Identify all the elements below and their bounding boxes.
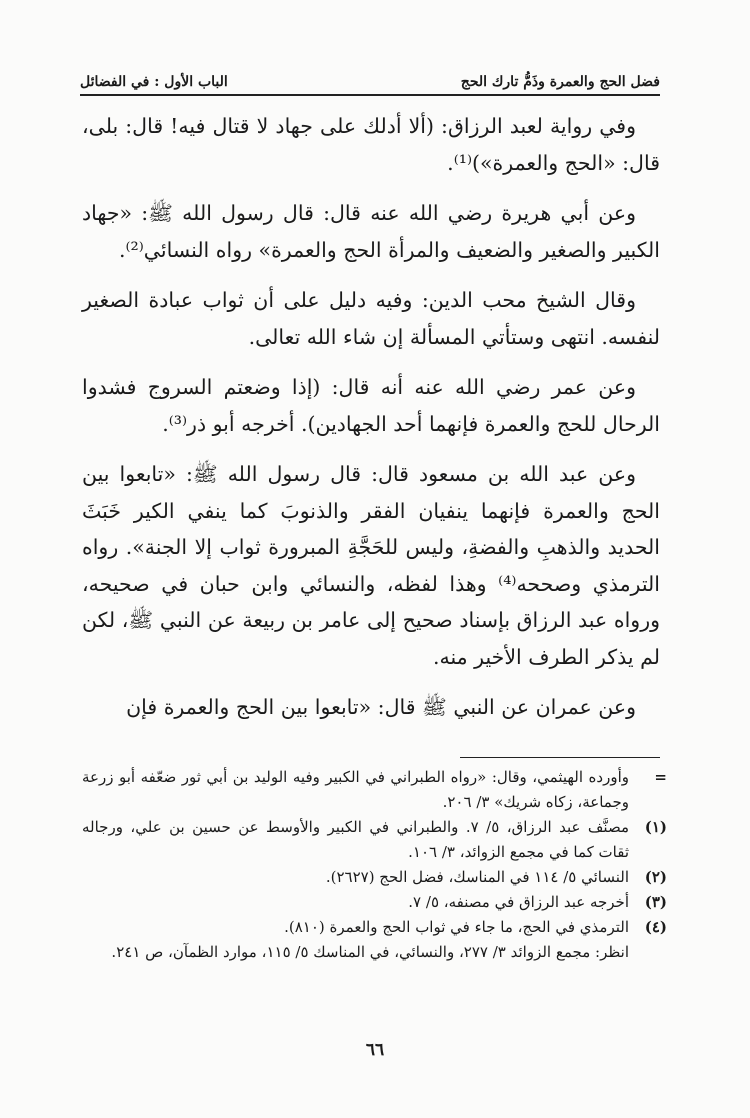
header-chapter-title: فضل الحج والعمرة وذَمُّ تارك الحج <box>460 74 660 90</box>
paragraph: وعن عبد الله بن مسعود قال: قال رسول الله ﷺ: «تابعوا بين الحج والعمرة فإنهما ينفيان الفقر والذنوبَ كما ينفي الكير خَبَثَ الحديد والذهبِ والفضةِ، وليس للحَجَّةِ المبرورة ثواب إلا الجنة». رواه الترمذي وصححه⁽⁴⁾ وهذا لفظه، والنسائي وابن حبان في صحيحه، ورواه عبد الرزاق بإسناد صحيح إلى عامر بن ربيعة عن النبي ﷺ، لكن لم يذكر الطرف الأخير منه. <box>82 462 660 669</box>
footnote-marker: (٢) <box>644 868 667 886</box>
footnote-text: أخرجه عبد الرزاق في مصنفه، ٥/ ٧. <box>408 893 629 911</box>
footnote-marker: = <box>654 768 667 786</box>
footnote-marker: (١) <box>644 818 667 836</box>
footnote-text: مصنَّف عبد الرزاق، ٥/ ٧. والطبراني في الكبير والأوسط عن حسين بن علي، ورجاله ثقات كما في مجمع الزوائد، ٣/ ١٠٦. <box>82 818 630 861</box>
running-header <box>80 62 660 90</box>
footnote-rule <box>460 757 660 758</box>
footnote <box>82 940 667 965</box>
footnote <box>82 890 667 915</box>
footnote-text: انظر: مجمع الزوائد ٣/ ٢٧٧، والنسائي، في المناسك ٥/ ١١٥، موارد الظمآن، ص ٢٤١. <box>111 943 629 961</box>
paragraph: وعن أبي هريرة رضي الله عنه قال: قال رسول الله ﷺ: «جهاد الكبير والصغير والضعيف والمرأة الحج والعمرة» رواه النسائي⁽²⁾. <box>82 201 660 262</box>
footnote-marker <box>629 940 667 965</box>
footnote <box>82 865 667 890</box>
footnote-text: الترمذي في الحج، ما جاء في ثواب الحج والعمرة (٨١٠). <box>284 918 629 936</box>
main-text <box>82 108 660 740</box>
footnote-marker: (٣) <box>644 893 667 911</box>
paragraph: وعن عمر رضي الله عنه أنه قال: (إذا وضعتم السروج فشدوا الرحال للحج والعمرة فإنهما أحد الجهادين). أخرجه أبو ذر⁽³⁾. <box>82 375 660 436</box>
footnote-marker: (٤) <box>644 918 667 936</box>
paragraph: وقال الشيخ محب الدين: وفيه دليل على أن ثواب عبادة الصغير لنفسه. انتهى وستأتي المسألة إن شاء الله تعالى. <box>82 288 660 349</box>
footnote <box>82 915 667 940</box>
footnote-text: وأورده الهيثمي، وقال: «رواه الطبراني في الكبير وفيه الوليد بن أبي ثور ضعّفه أبو زرعة وجماعة، زكاه شريك» ٣/ ٢٠٦. <box>82 768 629 811</box>
header-section-title: الباب الأول : في الفضائل <box>80 74 228 90</box>
footnote <box>82 765 667 815</box>
paragraph: وعن عمران عن النبي ﷺ قال: «تابعوا بين الحج والعمرة فإن <box>126 695 636 719</box>
header-rule <box>80 94 660 96</box>
page-number: ٦٦ <box>365 1040 385 1060</box>
footnote-text: النسائي ٥/ ١١٤ في المناسك، فضل الحج (٢٦٢٧). <box>325 868 629 886</box>
paragraph: وفي رواية لعبد الرزاق: (ألا أدلك على جهاد لا قتال فيه! قال: بلى، قال: «الحج والعمرة»)⁽¹⁾. <box>82 114 660 175</box>
footnotes <box>82 765 667 965</box>
footnote <box>82 815 667 865</box>
